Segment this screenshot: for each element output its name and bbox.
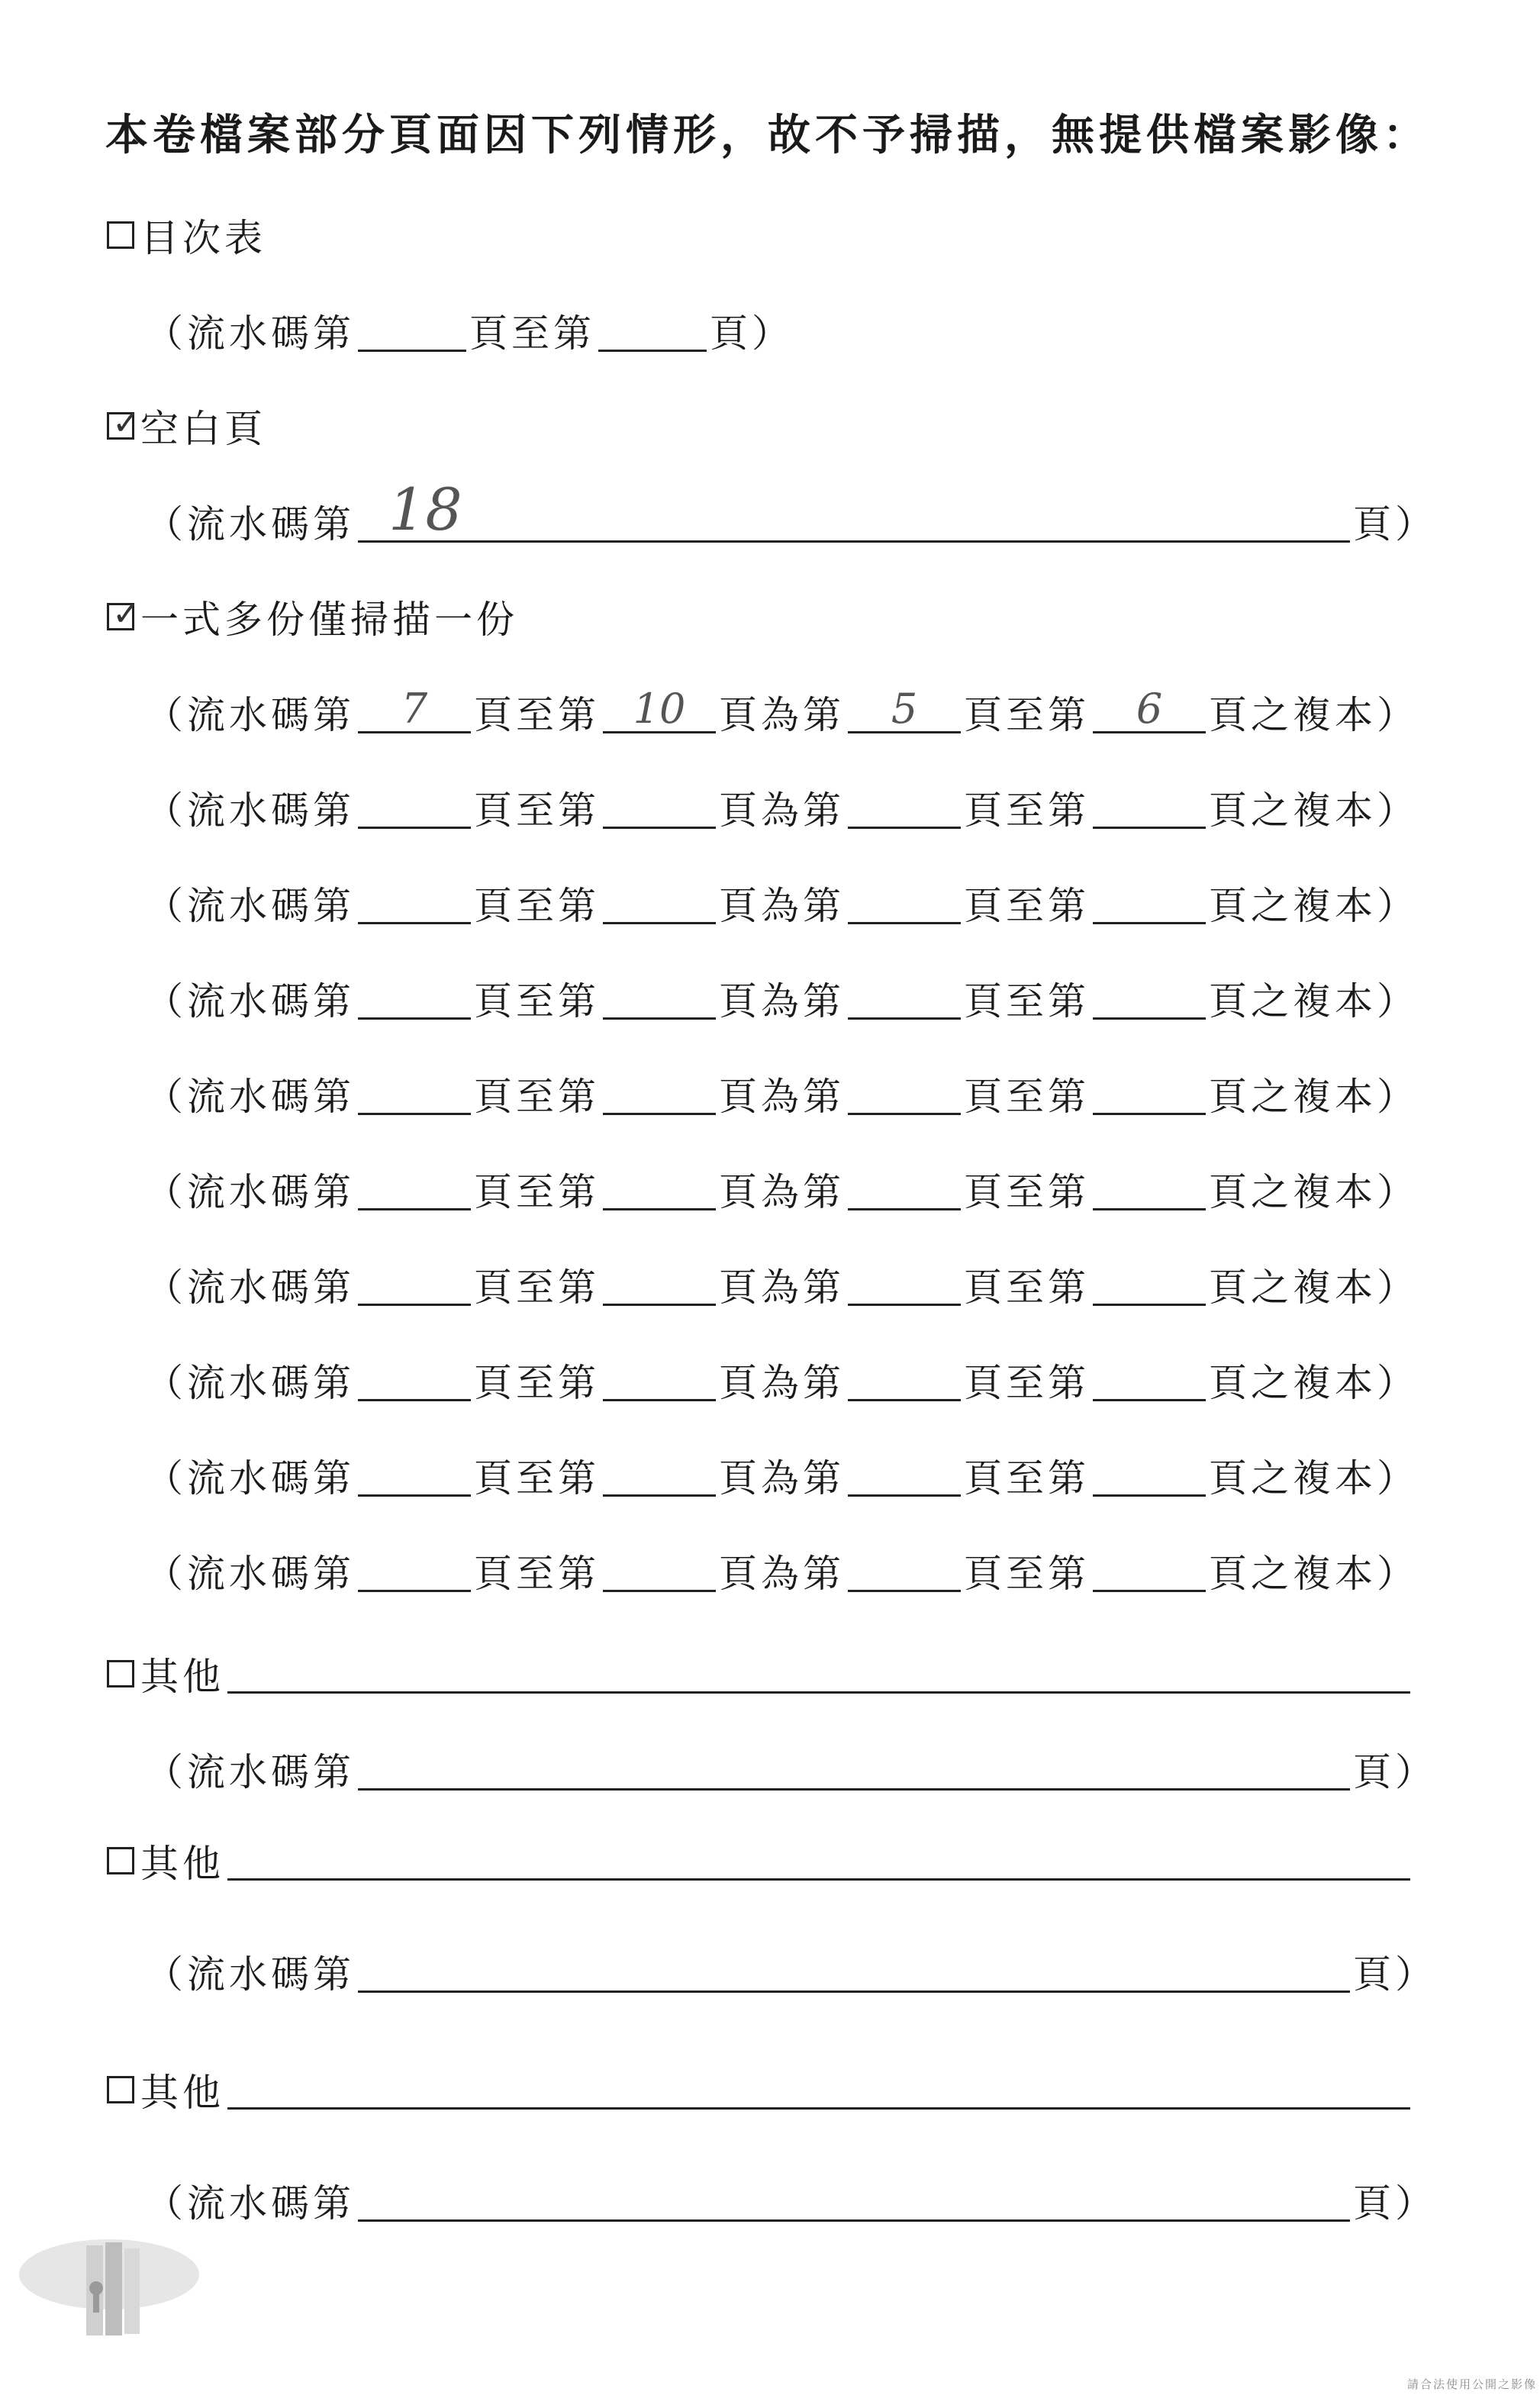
blank-range-prefix: （流水碼第 <box>145 502 355 546</box>
copy-to-field[interactable] <box>603 882 716 924</box>
original-to-field[interactable] <box>1093 684 1206 733</box>
checkbox-icon[interactable] <box>107 595 140 633</box>
copy-to-field[interactable] <box>603 978 716 1020</box>
copies-text: 頁之複本） <box>1209 1552 1419 1596</box>
other-page-field[interactable] <box>358 1951 1350 1993</box>
original-from-field[interactable] <box>848 787 961 829</box>
handwritten-value: 5 <box>891 684 918 733</box>
copy-from-field[interactable] <box>358 1264 471 1306</box>
other-desc-field[interactable] <box>227 1655 1410 1694</box>
checkbox-icon[interactable] <box>107 1660 134 1687</box>
original-to-field[interactable] <box>1093 1264 1206 1306</box>
copies-text: （流水碼第 <box>145 788 355 833</box>
copy-to-field[interactable] <box>603 1073 716 1115</box>
copies-text: 頁至第 <box>474 1075 600 1119</box>
copies-range-row <box>145 1063 1419 1124</box>
handwritten-value: 10 <box>633 684 686 733</box>
copies-text: 頁至第 <box>474 1265 600 1310</box>
toc-range-row <box>145 300 794 361</box>
other-range-suffix: 頁） <box>1353 1750 1437 1794</box>
copy-to-field[interactable] <box>603 1168 716 1210</box>
other-range-prefix: （流水碼第 <box>145 2181 355 2226</box>
copies-text: （流水碼第 <box>145 1170 355 1214</box>
copies-range-row <box>145 777 1419 838</box>
copy-to-field[interactable] <box>603 1359 716 1401</box>
copies-text: 頁至第 <box>964 1075 1090 1119</box>
copies-text: 頁為第 <box>719 1265 845 1310</box>
other-range-row <box>145 2170 1437 2231</box>
original-from-field[interactable] <box>848 978 961 1020</box>
other-range-prefix: （流水碼第 <box>145 1750 355 1794</box>
copy-to-field[interactable] <box>603 1455 716 1497</box>
other-desc-field[interactable] <box>227 1842 1410 1881</box>
copies-text: 頁至第 <box>474 1456 600 1501</box>
original-to-field[interactable] <box>1093 1550 1206 1592</box>
checkbox-other-row[interactable] <box>107 2059 1410 2120</box>
blank-label: 空白頁 <box>140 407 266 451</box>
copies-text: 頁之複本） <box>1209 1456 1419 1501</box>
other-range-row <box>145 1941 1437 2002</box>
blank-range-suffix: 頁） <box>1353 502 1437 546</box>
original-from-field[interactable] <box>848 684 961 733</box>
checkbox-icon[interactable] <box>107 2076 134 2103</box>
copies-range-row <box>145 1159 1419 1220</box>
toc-end-field[interactable] <box>598 310 707 352</box>
other-label: 其他 <box>140 1842 224 1886</box>
checkbox-icon[interactable] <box>107 221 134 249</box>
toc-range-suffix: 頁） <box>710 311 794 356</box>
original-to-field[interactable] <box>1093 978 1206 1020</box>
copies-text: 頁為第 <box>719 1361 845 1405</box>
blank-page-field[interactable] <box>358 475 1350 543</box>
copies-range-row <box>145 1445 1419 1506</box>
copies-range-row <box>145 1540 1419 1601</box>
original-from-field[interactable] <box>848 882 961 924</box>
original-from-field[interactable] <box>848 1168 961 1210</box>
other-desc-field[interactable] <box>227 2071 1410 2110</box>
copies-text: （流水碼第 <box>145 884 355 928</box>
copies-text: 頁至第 <box>964 1456 1090 1501</box>
copies-text: （流水碼第 <box>145 1361 355 1405</box>
copies-text: （流水碼第 <box>145 1265 355 1310</box>
copies-text: 頁之複本） <box>1209 884 1419 928</box>
original-to-field[interactable] <box>1093 1168 1206 1210</box>
copies-text: 頁之複本） <box>1209 693 1419 737</box>
checkbox-other-row[interactable] <box>107 1643 1410 1704</box>
checkbox-icon[interactable] <box>107 1847 134 1874</box>
original-to-field[interactable] <box>1093 1359 1206 1401</box>
copies-text: 頁為第 <box>719 979 845 1023</box>
copies-text: 頁至第 <box>474 693 600 737</box>
copy-from-field[interactable] <box>358 882 471 924</box>
copy-to-field[interactable] <box>603 1264 716 1306</box>
copies-label: 一式多份僅掃描一份 <box>140 598 518 642</box>
copies-text: 頁至第 <box>964 788 1090 833</box>
copies-text: 頁為第 <box>719 788 845 833</box>
copies-text: 頁至第 <box>964 979 1090 1023</box>
other-page-field[interactable] <box>358 1749 1350 1791</box>
copy-from-field[interactable] <box>358 1073 471 1115</box>
blank-range-row <box>145 475 1437 552</box>
other-range-suffix: 頁） <box>1353 2181 1437 2226</box>
copy-from-field[interactable] <box>358 1455 471 1497</box>
page-title: 本卷檔案部分頁面因下列情形，故不予掃描，無提供檔案影像： <box>105 111 1430 160</box>
toc-start-field[interactable] <box>358 310 466 352</box>
copies-text: 頁之複本） <box>1209 1265 1419 1310</box>
copies-text: 頁至第 <box>474 1552 600 1596</box>
copy-from-field[interactable] <box>358 684 471 733</box>
copies-text: （流水碼第 <box>145 1552 355 1596</box>
other-label: 其他 <box>140 2071 224 2115</box>
copies-range-row <box>145 1349 1419 1410</box>
copy-from-field[interactable] <box>358 1168 471 1210</box>
copy-from-field[interactable] <box>358 1550 471 1592</box>
copies-text: 頁為第 <box>719 693 845 737</box>
copies-text: 頁為第 <box>719 1552 845 1596</box>
copy-to-field[interactable] <box>603 787 716 829</box>
handwritten-value: 6 <box>1136 684 1163 733</box>
copies-text: （流水碼第 <box>145 979 355 1023</box>
checkmark-icon: ✓ <box>112 404 140 443</box>
checkbox-toc-row[interactable] <box>107 205 266 266</box>
copies-text: 頁為第 <box>719 1075 845 1119</box>
copies-range-row <box>145 872 1419 933</box>
toc-label: 目次表 <box>140 216 266 260</box>
toc-range-mid: 頁至第 <box>469 311 595 356</box>
copies-text: 頁為第 <box>719 1456 845 1501</box>
copies-range-row <box>145 1254 1419 1315</box>
checkbox-copies-row[interactable] <box>107 586 518 647</box>
original-to-field[interactable] <box>1093 1455 1206 1497</box>
copies-text: 頁至第 <box>964 884 1090 928</box>
checkbox-other-row[interactable] <box>107 1830 1410 1891</box>
copies-text: 頁至第 <box>474 884 600 928</box>
original-from-field[interactable] <box>848 1359 961 1401</box>
other-range-suffix: 頁） <box>1353 1952 1437 1997</box>
handwritten-value: 7 <box>401 684 428 733</box>
other-page-field[interactable] <box>358 2180 1350 2222</box>
original-from-field[interactable] <box>848 1073 961 1115</box>
copy-from-field[interactable] <box>358 978 471 1020</box>
copies-text: 頁之複本） <box>1209 1170 1419 1214</box>
other-range-prefix: （流水碼第 <box>145 1952 355 1997</box>
toc-range-prefix: （流水碼第 <box>145 311 355 356</box>
other-range-row <box>145 1739 1437 1800</box>
original-to-field[interactable] <box>1093 787 1206 829</box>
copy-to-field[interactable] <box>603 1550 716 1592</box>
other-label: 其他 <box>140 1655 224 1699</box>
copies-text: 頁之複本） <box>1209 788 1419 833</box>
original-to-field[interactable] <box>1093 1073 1206 1115</box>
copies-text: 頁至第 <box>474 979 600 1023</box>
original-from-field[interactable] <box>848 1455 961 1497</box>
copy-to-field[interactable] <box>603 684 716 733</box>
footnote: 請合法使用公開之影像 <box>1406 2377 1537 2391</box>
copies-text: 頁為第 <box>719 884 845 928</box>
original-to-field[interactable] <box>1093 882 1206 924</box>
checkbox-blank-row[interactable] <box>107 395 266 456</box>
copies-text: 頁至第 <box>474 1170 600 1214</box>
copies-text: 頁之複本） <box>1209 1075 1419 1119</box>
copies-text: 頁至第 <box>474 788 600 833</box>
original-from-field[interactable] <box>848 1264 961 1306</box>
copies-range-row <box>145 968 1419 1029</box>
copies-text: 頁之複本） <box>1209 979 1419 1023</box>
copies-text: 頁至第 <box>964 1361 1090 1405</box>
checkmark-icon: ✓ <box>112 595 140 633</box>
copies-text: 頁為第 <box>719 1170 845 1214</box>
copy-from-field[interactable] <box>358 1359 471 1401</box>
copies-text: 頁至第 <box>964 1265 1090 1310</box>
copies-text: 頁至第 <box>474 1361 600 1405</box>
copies-text: （流水碼第 <box>145 1456 355 1501</box>
copies-text: （流水碼第 <box>145 1075 355 1119</box>
original-from-field[interactable] <box>848 1550 961 1592</box>
copies-text: 頁之複本） <box>1209 1361 1419 1405</box>
copies-text: 頁至第 <box>964 1552 1090 1596</box>
copies-text: 頁至第 <box>964 1170 1090 1214</box>
archive-logo <box>14 2229 205 2358</box>
copies-text: （流水碼第 <box>145 693 355 737</box>
handwritten-value: 18 <box>388 475 462 543</box>
checkbox-icon[interactable] <box>107 404 140 443</box>
copy-from-field[interactable] <box>358 787 471 829</box>
copies-range-row <box>145 682 1419 743</box>
copies-text: 頁至第 <box>964 693 1090 737</box>
